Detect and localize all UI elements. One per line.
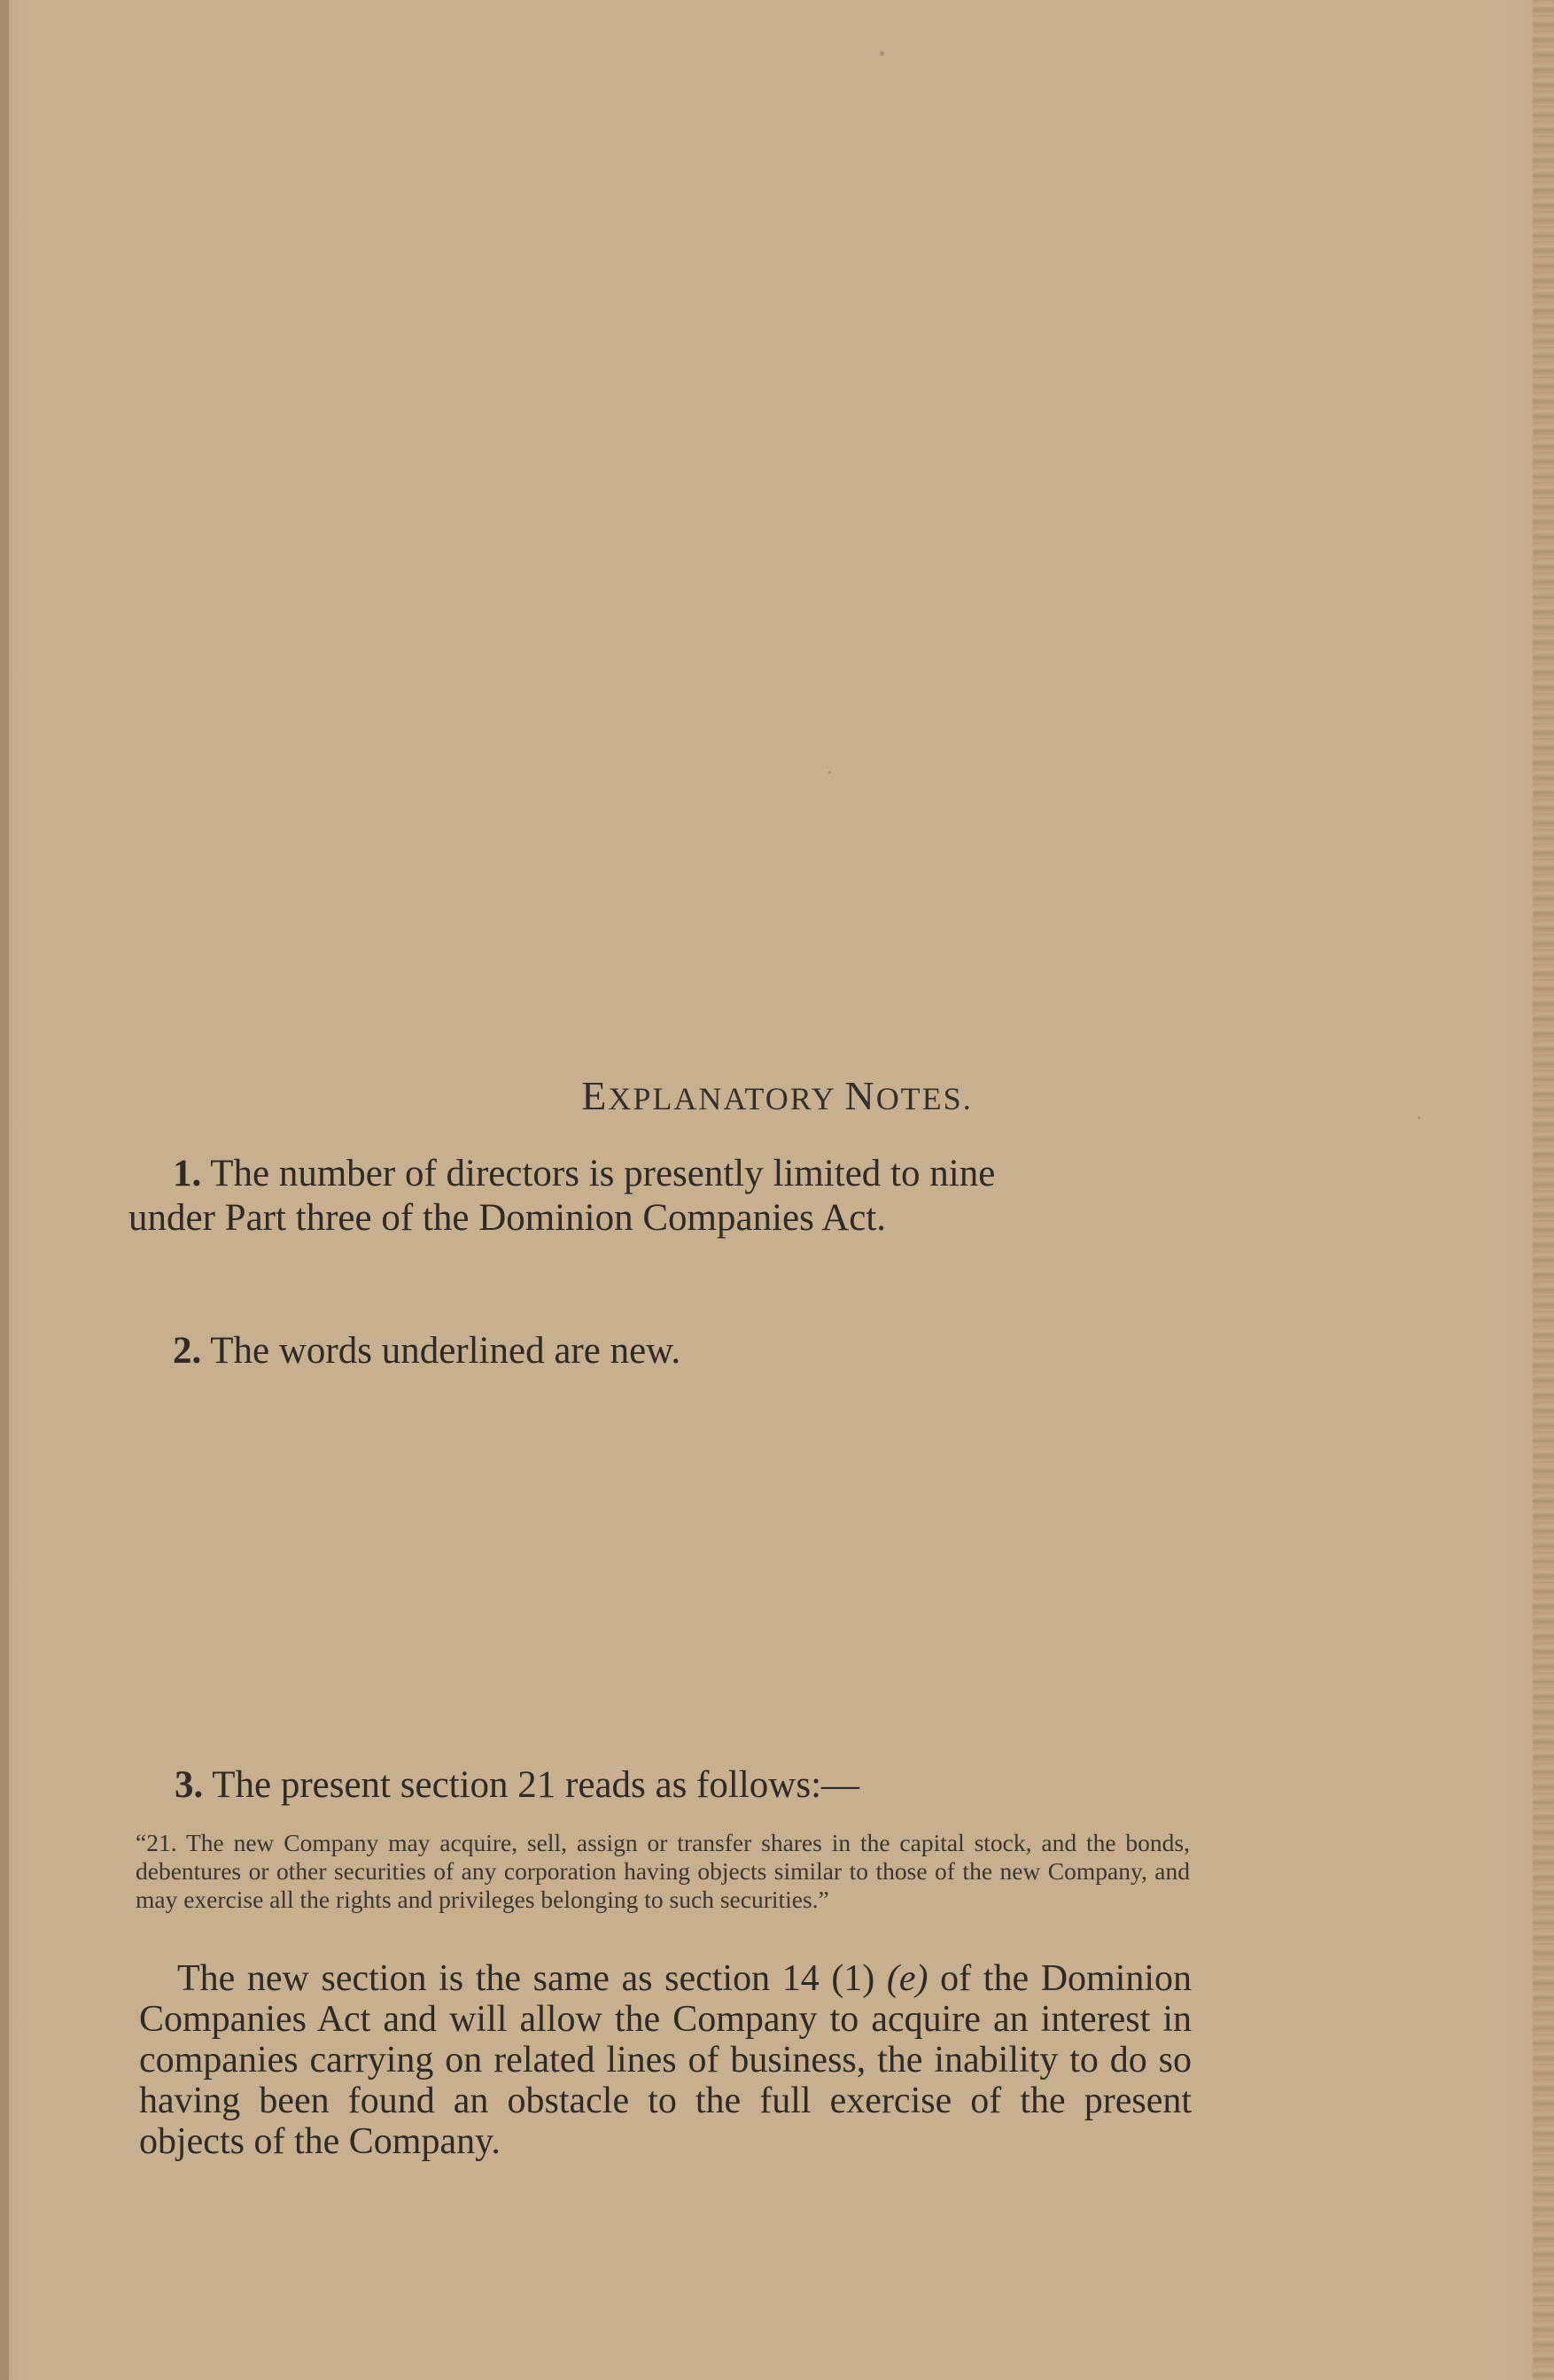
new-section-explanation	[139, 1958, 1192, 2162]
note-3-number: 3.	[175, 1764, 204, 1806]
note-3	[175, 1763, 1238, 1808]
title-cap-e: E	[581, 1073, 609, 1118]
note-1-text-line1: The number of directors is presently limited to nine	[210, 1153, 996, 1194]
title-rest-notes: OTES.	[875, 1081, 973, 1116]
quoted-section-number: “21.	[136, 1829, 177, 1856]
note-2-text: The words underlined are new.	[210, 1330, 681, 1372]
note-1-text-line2: under Part three of the Dominion Companies Act.	[128, 1197, 887, 1239]
note-1-number: 1.	[173, 1153, 202, 1194]
page-left-edge	[0, 0, 9, 2380]
note-3-text: The present section 21 reads as follows:—	[212, 1764, 860, 1806]
paper-speck	[828, 771, 831, 774]
note-2-number: 2.	[173, 1330, 202, 1372]
new-section-text-before: The new section is the same as section 14 (1)	[177, 1958, 875, 1999]
page-right-edge	[1533, 0, 1554, 2380]
title-cap-n: N	[844, 1073, 876, 1118]
new-section-text-after: of the Dominion Companies Act and will allow the Company to acquire an interest in companies carrying on related lines of business, the inability to do so having been found an obstacle to the full exercise of the present objects of the Company.	[139, 1958, 1193, 2162]
note-2	[173, 1329, 1236, 1373]
note-1	[128, 1152, 1192, 1241]
quoted-section-21	[136, 1829, 1190, 1914]
page-title	[0, 1072, 1554, 1119]
paper-speck	[880, 51, 884, 56]
title-rest-explanatory: XPLANATORY	[608, 1081, 835, 1116]
quoted-section-text: The new Company may acquire, sell, assign or transfer shares in the capital stock, and the bonds, debentures or other securities of any corporation having objects similar to those of the new Company, and may exercise all the rights and privileges belonging to such securities.”	[136, 1829, 1190, 1913]
new-section-text-italic: (e)	[886, 1958, 929, 1999]
